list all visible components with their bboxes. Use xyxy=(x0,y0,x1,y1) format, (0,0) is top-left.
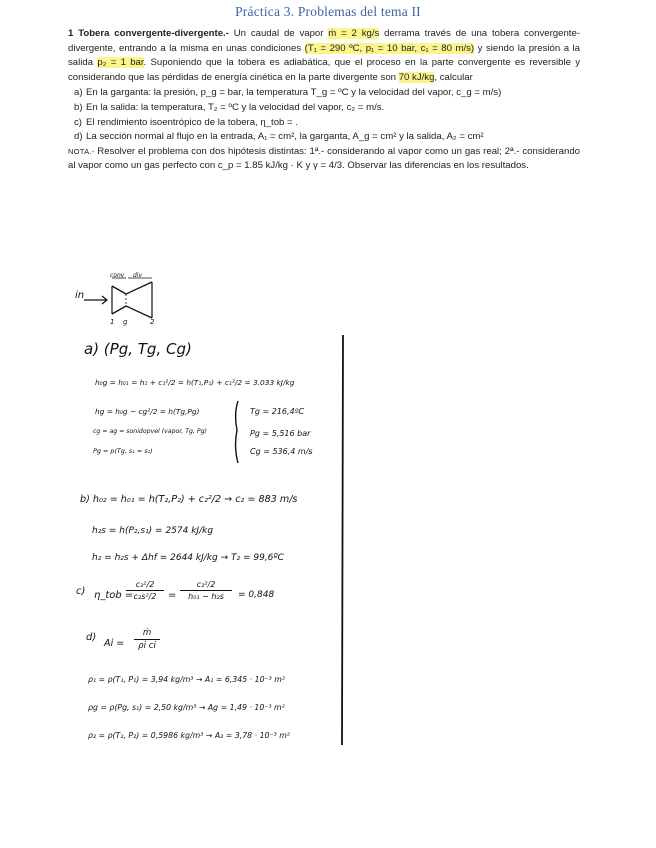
sketch-conv-label: conv xyxy=(110,272,125,279)
fraction-2-numerator: c₂²/2 xyxy=(196,580,216,589)
part-b-line-2: h₂s = h(P₂,s₁) = 2574 kJ/kg xyxy=(92,526,214,536)
brace xyxy=(234,400,240,464)
result-cg: Cg = 536,4 m/s xyxy=(250,447,313,456)
question-label: b) xyxy=(74,101,83,113)
nota-label: NOTA.- xyxy=(68,146,95,156)
area-fraction-numerator: ṁ xyxy=(142,628,152,638)
part-a-line-3: cg = ag = sonidopvel (vapor, Tg, Pg) xyxy=(93,428,207,435)
part-b-line-1: b) h₀₂ = h₀₁ = h(T₂,P₂) + c₂²/2 → c₂ = 883 m/s xyxy=(80,494,298,505)
part-b-line-3: h₂ = h₂s + Δhf = 2644 kJ/kg → T₂ = 99,6ºC xyxy=(92,553,284,563)
inlet-conditions-highlight: (T₁ = 290 ºC, p₁ = 10 bar, c₁ = 80 m/s) xyxy=(304,42,475,54)
part-d-line-1: ρ₁ = ρ(T₁, P₁) = 3,94 kg/m³ → A₁ = 6,345 · 10⁻³ m² xyxy=(88,675,285,684)
question-label: a) xyxy=(74,87,83,99)
part-a-line-2: hg = h₀g − cg²/2 = h(Tg,Pg) xyxy=(95,407,200,416)
outlet-pressure-highlight: p₂ = 1 bar xyxy=(97,57,144,69)
problem-text: . Suponiendo que la tobera es adiabática, que el proceso en la parte convergente es reversible y considerando que las pérdidas de energía cinética en la parte divergente son xyxy=(68,57,581,83)
problem-text: Un caudal de vapor xyxy=(228,28,329,39)
problem-text: , calcular xyxy=(434,71,473,83)
part-a-line-1: h₀g = h₀₁ = h₁ + c₁²/2 = h(T₁,P₁) + c₁²/2 = 3.033 kJ/kg xyxy=(95,378,295,387)
question-text: La sección normal al flujo en la entrada, A₁ = cm², la garganta, A_g = cm² y la salida, A₂ = cm² xyxy=(86,131,484,143)
part-d-line-3: ρ₂ = ρ(T₂, P₂) = 0,5986 kg/m³ → A₂ = 3,78 · 10⁻³ m² xyxy=(88,731,290,740)
sketch-label-g: g xyxy=(123,318,128,326)
part-d-label: d) xyxy=(86,632,97,643)
losses-highlight: 70 kJ/kg xyxy=(398,71,435,83)
fraction-1-numerator: c₂²/2 xyxy=(135,580,155,589)
part-d-area: Ai = xyxy=(104,638,125,649)
question-text: El rendimiento isoentrópico de la tobera, η_tob = . xyxy=(86,116,298,128)
result-tg: Tg = 216,4ºC xyxy=(250,407,305,416)
problem-text: derrama través de una tobera convergente-divergente, entrando a la misma en unas condiciones xyxy=(68,28,580,54)
problem-heading: Tobera convergente-divergente.- xyxy=(78,28,229,39)
page-title: Práctica 3. Problemas del tema II xyxy=(235,4,421,19)
mass-flow-highlight: ṁ = 2 kg/s xyxy=(328,28,380,39)
part-c-result: = 0,848 xyxy=(238,590,275,600)
part-c-label: c) xyxy=(76,586,86,597)
area-fraction xyxy=(134,628,160,651)
fraction-1-denominator: c₂s²/2 xyxy=(126,590,164,601)
fraction-1 xyxy=(126,580,164,601)
question-label: d) xyxy=(74,131,83,143)
part-d-line-2: ρg = ρ(Pg, s₁) = 2,50 kg/m³ → Ag = 1,49 · 10⁻³ m² xyxy=(88,703,285,712)
part-c-eta: η_tob = xyxy=(94,590,134,601)
sketch-inlet-label: in xyxy=(75,290,85,301)
problem-number: 1 xyxy=(68,28,74,39)
part-a-line-4: Pg = p(Tg, s₁ = s₂) xyxy=(93,447,153,455)
question-text: En la garganta: la presión, p_g = bar, la temperatura T_g = ºC y la velocidad del vapor, c_g = m/s) xyxy=(86,87,502,99)
margin-line xyxy=(340,335,346,745)
question-label: c) xyxy=(74,116,82,128)
problem-text: y siendo la presión a la salida xyxy=(68,42,581,69)
result-pg: Pg = 5,516 bar xyxy=(250,429,311,438)
area-fraction-denominator: ρi ci xyxy=(134,639,160,651)
nota-text: Resolver el problema con dos hipótesis distintas: 1ª.- considerando al vapor como un gas real; 2ª.- considerando al vapor como un gas perfecto con c_p = 1.85 kJ/kg · K y γ = 4/3. Observar las diferencias en los resultados. xyxy=(68,145,580,172)
sketch-div-label: div xyxy=(133,272,143,279)
fraction-2-denominator: h₀₁ − h₂s xyxy=(180,590,232,601)
fraction-2 xyxy=(180,580,232,601)
question-text: En la salida: la temperatura, T₂ = ºC y la velocidad del vapor, c₂ = m/s. xyxy=(86,101,385,113)
part-a-heading: a) (Pg, Tg, Cg) xyxy=(84,340,192,358)
sketch-label-1: 1 xyxy=(110,318,115,326)
part-c-equals: = xyxy=(168,590,177,601)
sketch-label-2: 2 xyxy=(150,318,155,326)
